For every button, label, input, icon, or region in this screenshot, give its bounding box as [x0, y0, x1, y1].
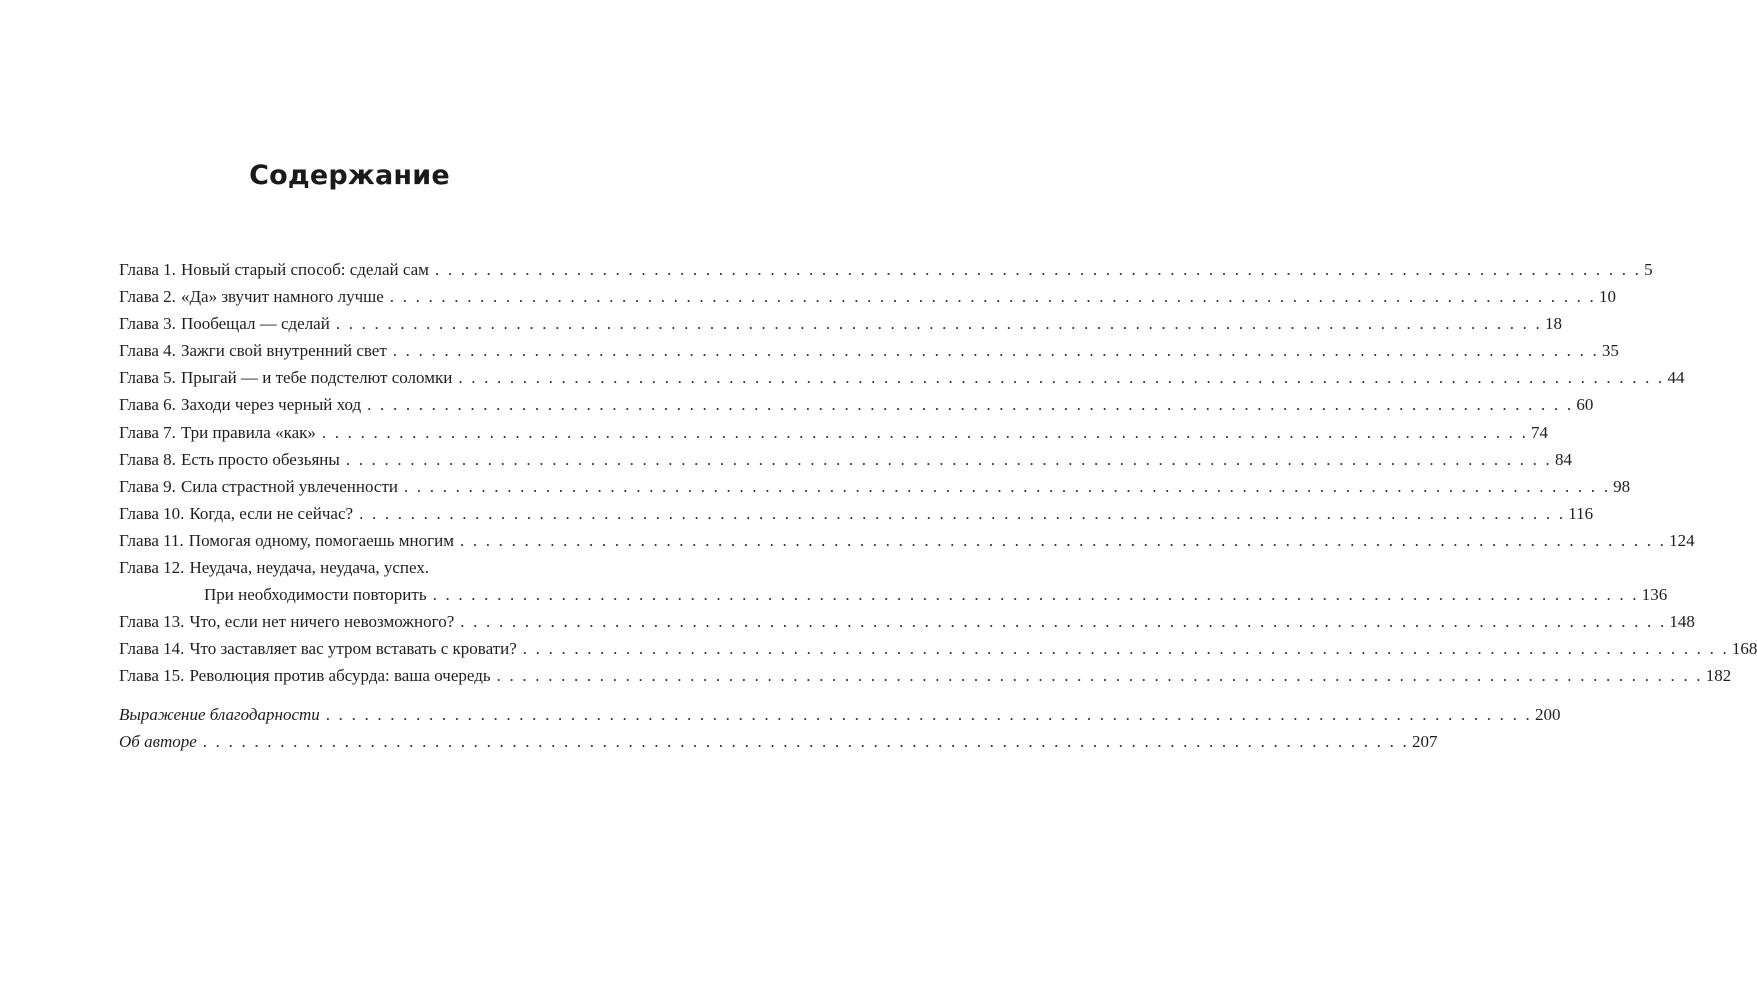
page-number: 60 [1576, 395, 1594, 415]
page-number: 98 [1613, 476, 1631, 496]
chapter-label: Глава 7. [119, 422, 176, 442]
dot-leader [359, 500, 1565, 527]
chapter-title: Три правила «как» [180, 422, 316, 442]
dot-leader [367, 391, 1573, 418]
dot-leader [346, 446, 1552, 473]
toc-entry-chapter-14[interactable] [119, 635, 1757, 662]
toc-entry-chapter-12-continued[interactable] [119, 581, 1668, 608]
page-number: 10 [1598, 287, 1616, 307]
table-of-contents [119, 256, 1757, 755]
page-number: 136 [1641, 585, 1668, 605]
toc-entry-chapter-9[interactable] [119, 473, 1631, 500]
chapter-title: «Да» звучит намного лучше [180, 287, 384, 307]
chapter-title: Революция против абсурда: ваша очередь [189, 666, 491, 686]
dot-leader [326, 701, 1532, 728]
page-number: 124 [1669, 530, 1695, 550]
page-number: 35 [1601, 341, 1619, 361]
dot-leader [433, 581, 1639, 608]
page-number: 44 [1667, 368, 1685, 388]
toc-entry-chapter-12[interactable] [119, 554, 604, 581]
toc-entry-chapter-3[interactable] [119, 310, 1562, 337]
chapter-label: Глава 15. [119, 666, 185, 686]
dot-leader [203, 728, 1409, 755]
dot-leader [336, 310, 1542, 337]
toc-entry-chapter-4[interactable] [119, 337, 1619, 364]
entry-title: Об авторе [119, 731, 197, 751]
toc-entry-chapter-8[interactable] [119, 446, 1572, 473]
dot-leader [393, 337, 1599, 364]
chapter-label: Глава 2. [119, 287, 176, 307]
chapter-title: Новый старый способ: сделай сам [180, 260, 429, 279]
dot-leader [435, 256, 1641, 283]
page-number: 116 [1568, 503, 1594, 523]
chapter-label: Глава 13. [119, 612, 185, 632]
toc-entry-about-author[interactable] [119, 728, 1438, 755]
chapter-title: Заходи через черный ход [180, 395, 362, 415]
page-number: 200 [1534, 704, 1561, 724]
page-number: 18 [1544, 314, 1562, 334]
chapter-label: Глава 10. [119, 503, 185, 523]
toc-entry-chapter-11[interactable] [119, 527, 1695, 554]
chapter-label: Глава 5. [119, 368, 176, 388]
chapter-label: Глава 12. [119, 558, 185, 578]
toc-entry-chapter-13[interactable] [119, 608, 1695, 635]
page-number: 182 [1705, 666, 1732, 686]
chapter-title-line-2: При необходимости повторить [204, 585, 427, 605]
chapter-title: Когда, если не сейчас? [189, 503, 354, 523]
chapter-label: Глава 9. [119, 476, 176, 496]
section-spacer [119, 690, 604, 701]
chapter-title-line-1: Неудача, неудача, неудача, успех. [189, 558, 430, 578]
dot-leader [460, 608, 1666, 635]
dot-leader [322, 419, 1528, 446]
toc-entry-chapter-1[interactable] [119, 256, 1653, 283]
dot-leader [460, 527, 1666, 554]
chapter-label: Глава 3. [119, 314, 176, 334]
toc-entry-chapter-15[interactable] [119, 662, 1732, 689]
chapter-title: Пообещал — сделай [180, 314, 330, 334]
page-number: 148 [1669, 612, 1695, 632]
chapter-title: Что заставляет вас утром вставать с кровати? [189, 639, 517, 659]
toc-entry-acknowledgements[interactable] [119, 701, 1561, 728]
page-number: 84 [1554, 449, 1572, 469]
page-number: 74 [1531, 422, 1549, 442]
dot-leader [497, 662, 1703, 689]
chapter-title: Есть просто обезьяны [180, 449, 340, 469]
chapter-title: Прыгай — и тебе подстелют соломки [180, 368, 453, 388]
chapter-title: Зажги свой внутренний свет [180, 341, 387, 361]
chapter-label: Глава 1. [119, 260, 176, 279]
dot-leader [458, 364, 1664, 391]
toc-entry-chapter-5[interactable] [119, 364, 1685, 391]
toc-entry-chapter-10[interactable] [119, 500, 1594, 527]
toc-entry-chapter-2[interactable] [119, 283, 1616, 310]
page-title: Содержание [249, 160, 450, 191]
chapter-label: Глава 6. [119, 395, 176, 415]
chapter-label: Глава 8. [119, 449, 176, 469]
chapter-title: Помогая одному, помогаешь многим [188, 530, 454, 550]
page-number: 168 [1731, 639, 1757, 659]
toc-entry-chapter-7[interactable] [119, 419, 1549, 446]
dot-leader [390, 283, 1596, 310]
dot-leader [523, 635, 1729, 662]
page-number: 5 [1644, 260, 1653, 279]
toc-entry-chapter-6[interactable] [119, 391, 1594, 418]
chapter-label: Глава 14. [119, 639, 185, 659]
entry-title: Выражение благодарности [119, 704, 320, 724]
chapter-label: Глава 11. [119, 530, 184, 550]
chapter-title: Сила страстной увлеченности [180, 476, 398, 496]
dot-leader [404, 473, 1610, 500]
page-number: 207 [1411, 731, 1438, 751]
chapter-title: Что, если нет ничего невозможного? [189, 612, 455, 632]
chapter-label: Глава 4. [119, 341, 176, 361]
